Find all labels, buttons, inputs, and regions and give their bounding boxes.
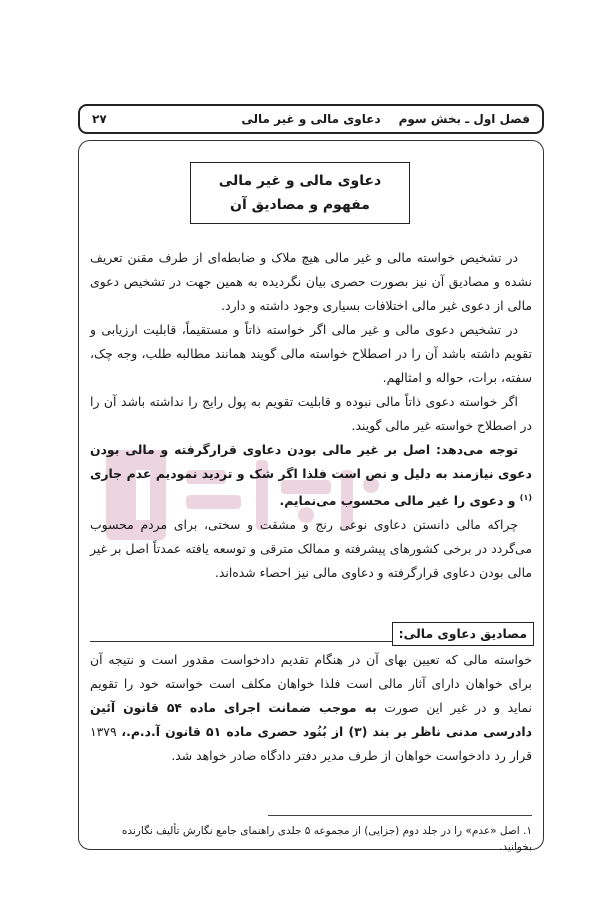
note-paragraph xyxy=(90,438,532,513)
section-text-bold: به موجب ضمانت اجرای ماده ۵۴ قانون آئین دادرسی مدنی ناظر بر بند (۳) از بُنُود حصری ماده ۵۱ قانون آ.د.م.، xyxy=(90,700,532,739)
running-header xyxy=(78,104,544,134)
paragraph xyxy=(90,648,532,768)
footnote: ۱. اصل «عدم» را در جلد دوم (جزایی) از مجموعه ۵ جلدی راهنمای جامع نگارش تألیف نگارنده بخوانید. xyxy=(121,825,532,853)
section-text-b: ۱۳۷۹ قرار رد دادخواست خواهان از طرف مدیر دفتر دادگاه صادر خواهد شد. xyxy=(90,724,532,763)
main-text xyxy=(90,246,532,585)
footnote-marker: (۱) xyxy=(519,493,532,502)
chapter-title-box xyxy=(190,162,410,224)
page-number: ۲۷ xyxy=(92,112,107,126)
paragraph: در تشخیص دعوی مالی و غیر مالی اگر خواسته ذاتاً و مستقیماً، قابلیت ارزیابی و تقویم داشته باشد آن را در اصطلاح خواسته مالی گویند همانند مطالبه طلب، وجه چک، سفته، برات، حواله و امثالهم. xyxy=(90,322,532,385)
header-title: دعاوی مالی و غیر مالی xyxy=(241,112,381,126)
paragraph: چراکه مالی دانستن دعاوی نوعی رنج و مشقت و سختی، برای مردم محسوب می‌گردد در برخی کشورهای پیشرفته و ممالک مترقی و توسعه یافته عمدتاً اصل بر غیر مالی بودن دعاوی قرارگرفته و دعاوی مالی نیز احصاء شده‌اند. xyxy=(90,517,532,581)
note-text-a: توجه می‌دهد: اصل بر غیر مالی بودن دعاوی قرارگرفته و مالی بودن دعوی نیازمند به دلیل و نص است فلذا اگر شک و تردید نمودیم عدم جاری xyxy=(90,442,532,481)
section-text xyxy=(90,648,532,768)
note-text-b: و دعوی را غیر مالی محسوب می‌نمایم. xyxy=(279,493,516,509)
paragraph: در تشخیص خواسته مالی و غیر مالی هیچ ملاک و ضابطه‌ای از طرف مقنن تعریف نشده و مصادیق آن نیز بصورت حصری بیان نگردیده به همین جهت در تشخیص دعوی مالی از دعوی غیر مالی اختلافات بسیاری وجود داشته و دارد. xyxy=(90,250,532,313)
footnote-divider xyxy=(268,815,532,816)
paragraph: اگر خواسته دعوی ذاتاً مالی نبوده و قابلیت تقویم به پول رایج را نداشته باشد آن را در اصطلاح خواسته غیر مالی گویند. xyxy=(90,394,532,433)
title-line-1: دعاوی مالی و غیر مالی xyxy=(218,173,382,189)
section-text-a: خواسته مالی که تعیین بهای آن در هنگام تقدیم دادخواست مقدور است و نتیجه آن برای خواهان دارای آثار مالی است فلذا خواهان مکلف است خواسته خود را تقویم نماید و در غیر این صورت xyxy=(90,652,532,715)
chapter-label: فصل اول ـ بخش سوم xyxy=(398,112,530,126)
section-heading: مصادیق دعاوی مالی: xyxy=(392,622,534,646)
title-line-2: مفهوم و مصادیق آن xyxy=(230,197,370,213)
